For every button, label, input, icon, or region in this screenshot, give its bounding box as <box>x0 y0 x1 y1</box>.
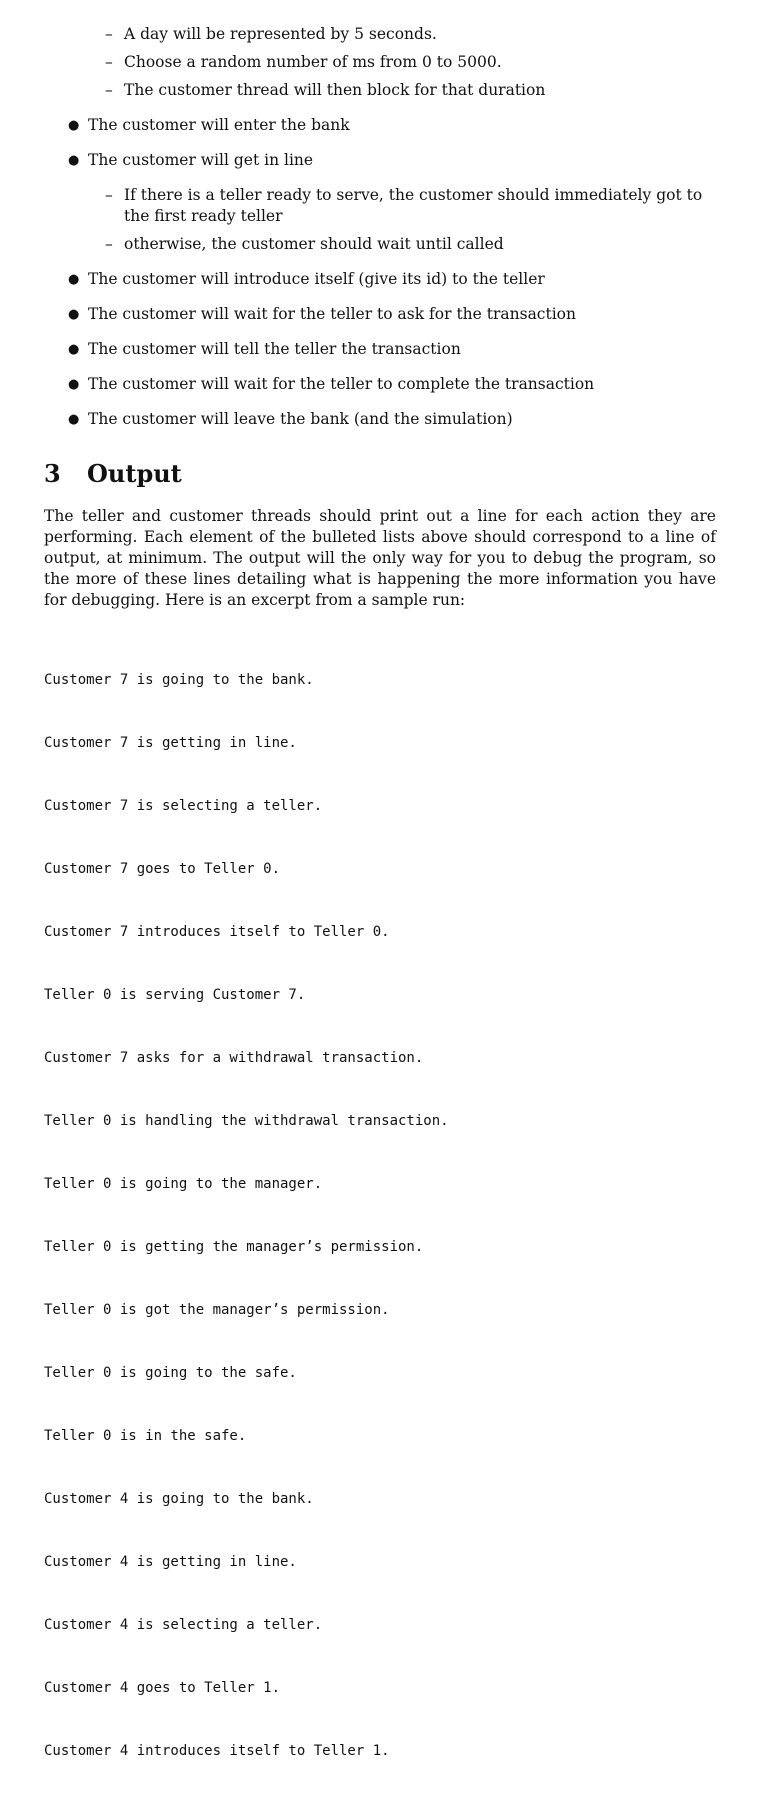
output-line: Teller 0 is going to the manager. <box>44 1176 323 1192</box>
output-line: Customer 4 introduces itself to Teller 1. <box>44 1743 390 1759</box>
section-paragraph: The teller and customer threads should print out a line for each action they are performing. Each element of the bulleted lists above should correspond to a line of output, at minimum. The output will the only way for you to debug the program, so the more of these lines detailing what is happening the more information you have for debugging. Here is an excerpt from a sample run: <box>44 507 716 609</box>
bullet-marker: ● <box>68 412 80 427</box>
bullet-item-text: The customer will get in line <box>88 151 314 169</box>
section-number: 3 <box>44 459 61 488</box>
bullet-item-text: The customer will introduce itself (give its id) to the teller <box>88 270 545 288</box>
output-line: Teller 0 is getting the manager’s permission. <box>44 1239 424 1255</box>
sub-list-item-text: If there is a teller ready to serve, the customer should immediately got to the first ready teller <box>124 186 703 225</box>
dash-marker: – <box>105 81 113 99</box>
output-line: Teller 0 is going to the safe. <box>44 1365 297 1381</box>
bullet-item-text: The customer will enter the bank <box>88 116 350 134</box>
sub-list-item-text: Choose a random number of ms from 0 to 5000. <box>124 53 502 71</box>
sub-list-item-text: otherwise, the customer should wait until called <box>124 235 504 253</box>
bullet-marker: ● <box>68 377 80 392</box>
output-line: Teller 0 is serving Customer 7. <box>44 987 306 1003</box>
output-line: Customer 4 is selecting a teller. <box>44 1617 323 1633</box>
output-line: Customer 4 goes to Teller 1. <box>44 1680 281 1696</box>
bullet-item-text: The customer will tell the teller the transaction <box>88 340 461 358</box>
output-line: Customer 7 is getting in line. <box>44 735 297 751</box>
bullet-marker: ● <box>68 118 80 133</box>
output-line: Customer 7 is going to the bank. <box>44 672 314 688</box>
dash-marker: – <box>105 235 113 253</box>
output-line: Customer 7 introduces itself to Teller 0. <box>44 924 390 940</box>
dash-marker: – <box>105 186 113 204</box>
output-line: Customer 7 asks for a withdrawal transaction. <box>44 1050 424 1066</box>
output-line: Customer 4 is going to the bank. <box>44 1491 314 1507</box>
section-title: Output <box>87 459 182 488</box>
bullet-marker: ● <box>68 272 80 287</box>
sub-list-item-text: The customer thread will then block for that duration <box>124 81 546 99</box>
dash-marker: – <box>105 25 113 43</box>
bullet-marker: ● <box>68 342 80 357</box>
output-line: Customer 7 is selecting a teller. <box>44 798 323 814</box>
bullet-item-text: The customer will wait for the teller to complete the transaction <box>88 375 595 393</box>
sub-list-item-text: A day will be represented by 5 seconds. <box>124 25 437 43</box>
output-line: Teller 0 is handling the withdrawal transaction. <box>44 1113 449 1129</box>
section-heading <box>44 458 182 490</box>
output-line: Teller 0 is in the safe. <box>44 1428 247 1444</box>
dash-marker: – <box>105 53 113 71</box>
output-line: Customer 7 goes to Teller 0. <box>44 861 281 877</box>
bullet-item-text: The customer will wait for the teller to ask for the transaction <box>88 305 576 323</box>
bullet-marker: ● <box>68 153 80 168</box>
sample-output-block <box>44 628 449 1804</box>
output-line: Customer 4 is getting in line. <box>44 1554 297 1570</box>
bullet-item-text: The customer will leave the bank (and the simulation) <box>88 410 513 428</box>
output-line: Teller 0 is got the manager’s permission. <box>44 1302 390 1318</box>
bullet-marker: ● <box>68 307 80 322</box>
